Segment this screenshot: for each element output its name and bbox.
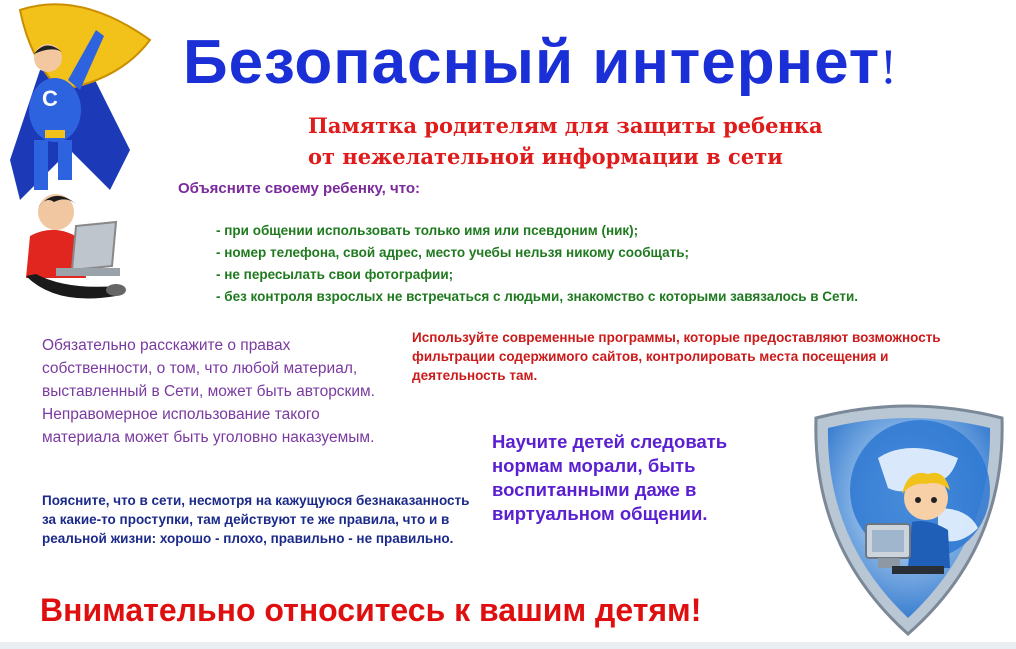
- explain-heading: Объясните своему ребенку, что:: [178, 180, 421, 197]
- shield-globe-icon: [808, 398, 1010, 638]
- safety-rules-list: [216, 220, 858, 308]
- internet-rules-note: Поясните, что в сети, несмотря на кажущуюся безнаказанность за какие-то проступки, там действуют те же правила, что и в реальной жизни: хорошо - плохо, правильно - не правильно.: [42, 493, 470, 546]
- svg-text:C: C: [42, 86, 58, 111]
- list-item: - без контроля взрослых не встречаться с людьми, знакомство с которыми завязалось в Сети.: [216, 289, 859, 304]
- morals-note: Научите детей следовать нормам морали, быть воспитанными даже в виртуальном общении.: [492, 431, 728, 524]
- boy-laptop-icon: [16, 186, 126, 306]
- page-title: Безопасный интернет!: [183, 28, 898, 97]
- list-item: - номер телефона, свой адрес, место учебы нельзя никому сообщать;: [216, 245, 690, 260]
- list-item: - при общении использовать только имя или псевдоним (ник);: [216, 223, 639, 238]
- title-exclamation: !: [880, 38, 898, 94]
- subtitle-line-2: от нежелательной информации в сети: [308, 144, 783, 169]
- superhero-icon: [0, 0, 160, 210]
- subtitle: [308, 110, 823, 172]
- bottom-band: [0, 642, 1016, 649]
- filtering-programs-note: Используйте современные программы, которые предоставляют возможность фильтрации содержимого сайтов, контролировать места посещения и деятельность там.: [412, 330, 941, 383]
- subtitle-line-1: Памятка родителям для защиты ребенка: [308, 113, 823, 138]
- attention-slogan: Внимательно относитесь к вашим детям!: [40, 592, 702, 628]
- copyright-note: Обязательно расскажите о правах собственности, о том, что любой материал, выставленный в Сети, может быть авторским. Неправомерное использование такого материала может быть уголовно наказуемым.: [42, 337, 375, 446]
- list-item: - не пересылать свои фотографии;: [216, 267, 454, 282]
